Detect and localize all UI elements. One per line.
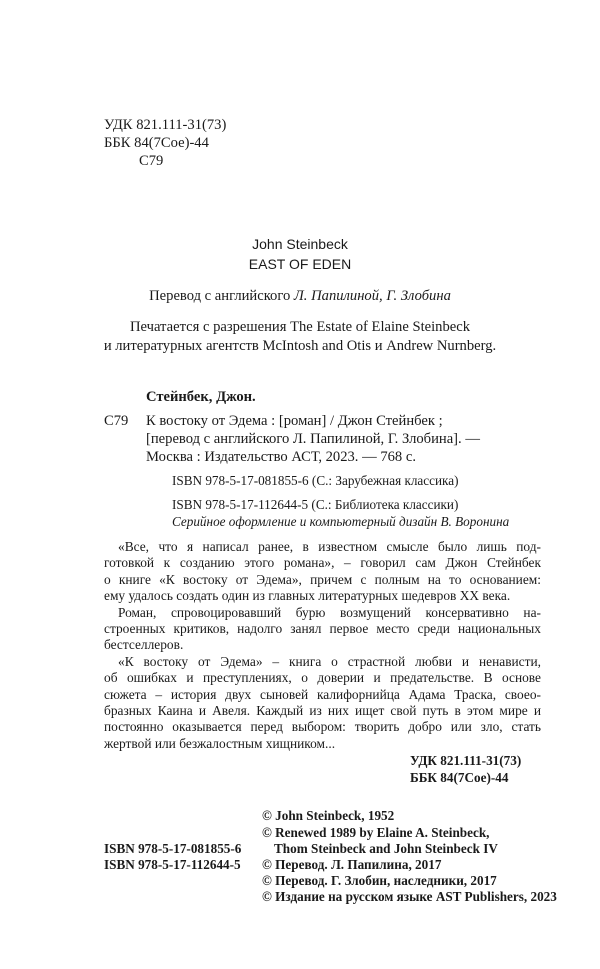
original-author: John Steinbeck bbox=[252, 236, 348, 252]
copyright-line: © Renewed 1989 by Elaine A. Steinbeck, bbox=[262, 825, 490, 840]
annotation-udk: УДК 821.111-31(73) bbox=[410, 753, 522, 768]
catalog-author-mark: С79 bbox=[104, 413, 129, 429]
annotation-bbk: ББК 84(7Сое)-44 bbox=[410, 770, 509, 785]
copyright-line: Thom Steinbeck and John Steinbeck IV bbox=[274, 841, 498, 856]
annotation-line: о книге «К востоку от Эдема», причем с полным на то основанием: bbox=[104, 571, 541, 587]
design-credit: Серийное оформление и компьютерный дизайн В. Воронина bbox=[172, 514, 510, 529]
translators: Л. Папилиной, Г. Злобина bbox=[293, 288, 451, 304]
annotation-line: строенных критиков, надолго занял первое место среди национальных bbox=[104, 621, 541, 637]
bbk-code: ББК 84(7Сое)-44 bbox=[104, 135, 209, 151]
annotation-line: сюжета – история двух сыновей калифорнийца Адама Траска, своео- bbox=[104, 686, 541, 702]
isbn-series-2: ISBN 978-5-17-112644-5 (С.: Библиотека классики) bbox=[172, 497, 459, 512]
translation-credit bbox=[0, 287, 600, 305]
udk-code: УДК 821.111-31(73) bbox=[104, 117, 227, 133]
permission-line-2: и литературных агентств McIntosh and Otis и Andrew Nurnberg. bbox=[103, 338, 497, 354]
copyright-line: © Издание на русском языке AST Publishers, 2023 bbox=[262, 889, 557, 904]
copyright-line: © Перевод. Г. Злобин, наследники, 2017 bbox=[262, 873, 497, 888]
catalog-description-line: Москва : Издательство АСТ, 2023. — 768 с. bbox=[146, 449, 417, 465]
annotation-line: жертвой или безжалостным хищником... bbox=[104, 735, 336, 751]
annotation-line: «К востоку от Эдема» – книга о страстной любви и ненависти, bbox=[118, 653, 541, 669]
original-title: EAST OF EDEN bbox=[248, 256, 352, 272]
catalog-description-line: К востоку от Эдема : [роман] / Джон Стейнбек ; bbox=[146, 413, 443, 429]
annotation-line: бразных Каина и Авеля. Каждый из них ищет свой путь в этом мире и bbox=[104, 703, 541, 719]
catalog-description-line: [перевод с английского Л. Папилиной, Г. Злобина]. — bbox=[146, 431, 480, 447]
annotation bbox=[104, 539, 541, 752]
annotation-line: готовкой к созданию этого романа», – говорил сам Джон Стейнбек bbox=[104, 555, 541, 571]
isbn-series-1: ISBN 978-5-17-081855-6 (С.: Зарубежная классика) bbox=[172, 473, 459, 488]
catalog-heading: Стейнбек, Джон. bbox=[146, 389, 256, 405]
annotation-line: ему удалось создать один из главных литературных шедевров XX века. bbox=[104, 588, 511, 604]
translation-prefix: Перевод с английского bbox=[149, 288, 294, 304]
isbn-line-1: ISBN 978-5-17-081855-6 bbox=[104, 841, 242, 856]
copyright-line: © Перевод. Л. Папилина, 2017 bbox=[262, 857, 442, 872]
isbn-line-2: ISBN 978-5-17-112644-5 bbox=[104, 857, 241, 872]
annotation-line: об ошибках и преступлениях, о доверии и предательстве. В основе bbox=[104, 670, 541, 686]
permission-line-1: Печатается с разрешения The Estate of Elaine Steinbeck bbox=[129, 319, 471, 335]
author-mark-header: С79 bbox=[139, 153, 164, 169]
annotation-line: постоянно оказывается перед выбором: творить добро или зло, стать bbox=[104, 719, 541, 735]
annotation-line: «Все, что я написал ранее, в известном смысле было лишь под- bbox=[118, 539, 541, 554]
copyright-line: © John Steinbeck, 1952 bbox=[262, 808, 395, 823]
annotation-line: Роман, спровоцировавший бурю возмущений консервативно на- bbox=[118, 604, 541, 620]
annotation-line: бестселлеров. bbox=[104, 637, 184, 653]
